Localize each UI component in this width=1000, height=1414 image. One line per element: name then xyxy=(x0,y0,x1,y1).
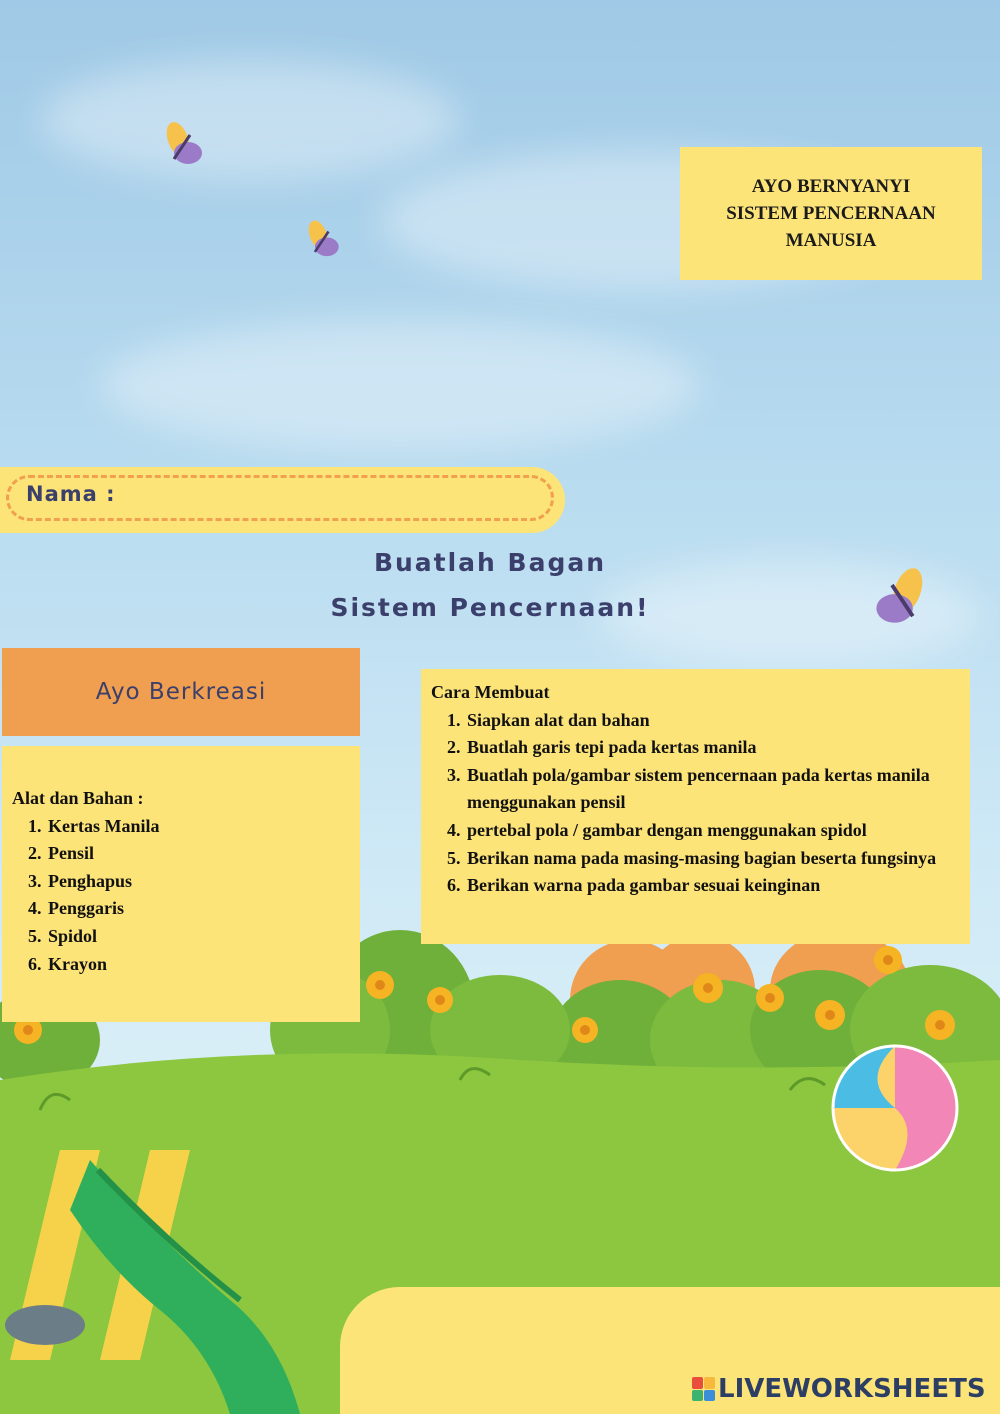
brand-name: LIVEWORKSHEETS xyxy=(718,1374,986,1404)
butterfly-icon xyxy=(305,218,339,256)
section-label: Ayo Berkreasi xyxy=(95,679,267,705)
name-field[interactable] xyxy=(0,467,565,533)
list-item: 1. Siapkan alat dan bahan xyxy=(465,707,958,735)
heading-line: Buatlah Bagan xyxy=(373,548,607,577)
liveworksheets-icon xyxy=(692,1377,714,1401)
section-label-box xyxy=(2,648,360,736)
materials-panel xyxy=(2,746,360,1022)
butterfly-icon xyxy=(876,564,927,622)
list-item: 5. Spidol xyxy=(46,923,360,951)
steps-panel xyxy=(421,669,970,944)
list-item: 1. Kertas Manila xyxy=(46,813,360,841)
list-item: 2. Pensil xyxy=(46,840,360,868)
liveworksheets-logo[interactable] xyxy=(692,1374,986,1404)
materials-title: Alat dan Bahan : xyxy=(12,788,144,808)
song-title-box xyxy=(680,147,982,280)
list-item: 3. Penghapus xyxy=(46,868,360,896)
heading-line: Sistem Pencernaan! xyxy=(330,593,650,622)
list-item: 6. Krayon xyxy=(46,951,360,979)
beach-ball xyxy=(833,1046,957,1170)
list-item: 4. Penggaris xyxy=(46,895,360,923)
list-item: 3. Buatlah pola/gambar sistem pencernaan pada kertas manila menggunakan pensil xyxy=(465,762,958,817)
list-item: 4. pertebal pola / gambar dengan menggunakan spidol xyxy=(465,817,958,845)
list-item: 6. Berikan warna pada gambar sesuai keinginan xyxy=(465,872,958,900)
title-line: SISTEM PENCERNAAN xyxy=(726,203,936,224)
list-item: 2. Buatlah garis tepi pada kertas manila xyxy=(465,734,958,762)
butterfly-icon xyxy=(162,119,202,164)
steps-list xyxy=(431,707,958,900)
name-field-label: Nama : xyxy=(26,482,116,506)
title-line: AYO BERNYANYI xyxy=(751,176,911,197)
materials-list xyxy=(12,813,360,979)
list-item: 5. Berikan nama pada masing-masing bagian beserta fungsinya xyxy=(465,845,958,873)
steps-title: Cara Membuat xyxy=(431,682,550,702)
page-heading xyxy=(290,540,690,630)
title-line: MANUSIA xyxy=(785,230,877,251)
